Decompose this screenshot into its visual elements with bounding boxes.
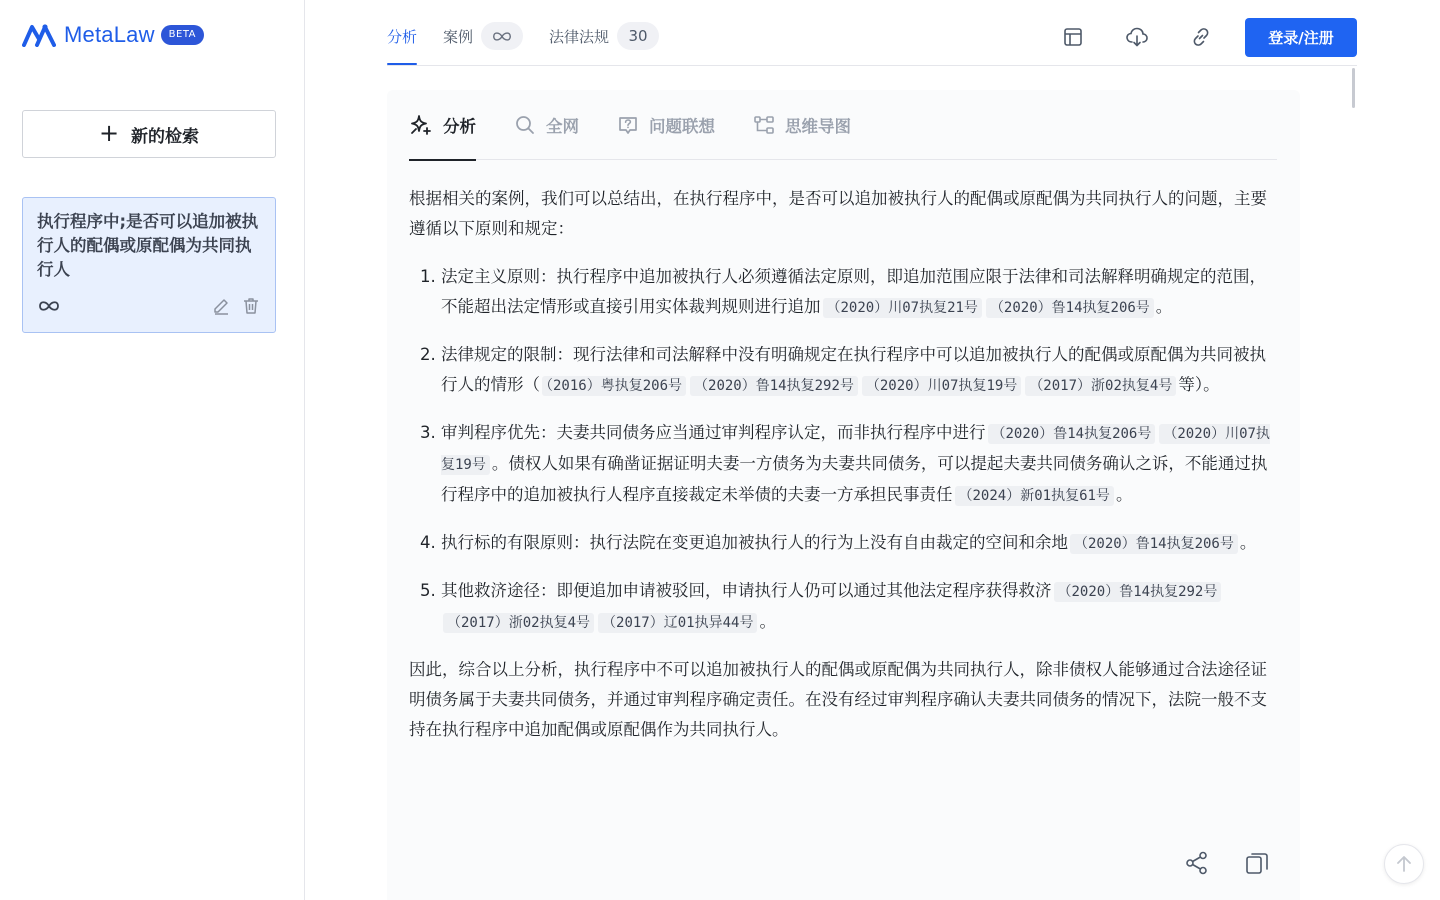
point-text: 法定主义原则：执行程序中追加被执行人必须遵循法定原则，即追加范围应限于法律和司法解释明确规定的范围，不能超出法定情形或直接引用实体裁判规则进行追加 [441, 267, 1266, 316]
scrollbar-thumb[interactable] [1352, 68, 1355, 108]
new-search-button[interactable] [22, 110, 276, 158]
case-citation[interactable]: （2020）鲁14执复206号 [986, 298, 1154, 318]
tab-cases-count [481, 22, 523, 50]
tab-analysis-label: 分析 [387, 27, 418, 46]
copy-icon [1244, 850, 1270, 876]
metalaw-logo-icon [22, 23, 56, 47]
logo[interactable] [22, 22, 204, 48]
infinity-icon [37, 299, 61, 313]
copy-link-button[interactable] [1181, 17, 1221, 57]
case-citation[interactable]: （2020）鲁14执复292号 [690, 376, 858, 396]
trash-icon[interactable] [241, 296, 261, 316]
history-item-actions [211, 296, 261, 316]
tab-laws[interactable] [549, 20, 659, 52]
plus-icon: + [98, 118, 120, 147]
share-icon [1184, 850, 1210, 876]
case-citation[interactable]: （2017）浙02执复4号 [1025, 376, 1176, 396]
point-text: 执行标的有限原则：执行法院在变更追加被执行人的行为上没有自由裁定的空间和余地 [441, 533, 1068, 552]
search-icon [514, 114, 536, 136]
point-tail: 。 [1115, 485, 1133, 504]
case-citation[interactable]: （2017）浙02执复4号 [443, 613, 594, 633]
download-button[interactable] [1117, 17, 1157, 57]
point-tail: 。 [1239, 533, 1257, 552]
question-icon [617, 114, 639, 136]
sparkle-icon [409, 113, 433, 137]
point-text: 其他救济途径：即便追加申请被驳回，申请执行人仍可以通过其他法定程序获得救济 [441, 581, 1052, 600]
analysis-subtabs [409, 90, 1277, 160]
answer-point [441, 418, 1277, 511]
tab-cases[interactable] [443, 20, 523, 52]
analysis-panel [387, 90, 1300, 900]
edit-icon[interactable] [211, 296, 231, 316]
analysis-answer [409, 184, 1277, 745]
subtab-mindmap[interactable] [753, 90, 851, 160]
subtab-analysis[interactable] [409, 90, 476, 160]
case-citation[interactable]: （2020）鲁14执复206号 [988, 424, 1156, 444]
arrow-up-icon [1394, 854, 1414, 874]
top-bar [387, 0, 1357, 66]
answer-point [441, 340, 1277, 401]
case-citation[interactable]: （2024）新01执复61号 [955, 486, 1114, 506]
point-tail: 。 [1155, 297, 1173, 316]
subtab-related-questions-label: 问题联想 [649, 116, 715, 136]
mindmap-icon [753, 114, 775, 136]
point-text: 审判程序优先：夫妻共同债务应当通过审判程序认定，而非执行程序中进行 [441, 423, 986, 442]
sidebar [0, 0, 305, 900]
case-citation[interactable]: （2016）粤执复206号 [542, 376, 686, 396]
top-actions [1053, 17, 1357, 57]
subtab-analysis-label: 分析 [443, 116, 476, 136]
point-tail: 。 [759, 612, 776, 631]
answer-conclusion: 因此，综合以上分析，执行程序中不可以追加被执行人的配偶或原配偶为共同执行人，除非债权人能够通过合法途径证明债务属于夫妻共同债务，并通过审判程序确定责任。在没有经过审判程序确认夫妻共同债务的情况下，法院一般不支持在执行程序中追加配偶或原配偶作为共同执行人。 [409, 660, 1267, 739]
point-text-continued: 。债权人如果有确凿证据证明夫妻一方债务为夫妻共同债务，可以提起夫妻共同债务确认之诉，不能通过执行程序中的追加被执行人程序直接裁定未举债的夫妻一方承担民事责任 [441, 454, 1268, 504]
tab-laws-label: 法律法规 [549, 27, 610, 46]
link-icon [1190, 26, 1212, 48]
brand-name: MetaLaw [64, 22, 155, 47]
tab-analysis[interactable] [387, 20, 417, 52]
share-button[interactable] [1184, 850, 1210, 876]
answer-point [441, 576, 1277, 638]
case-citation[interactable]: （2020）川07执复19号 [862, 376, 1021, 396]
case-citation[interactable]: （2017）辽01执异44号 [598, 613, 757, 633]
subtab-related-questions[interactable] [617, 90, 715, 160]
history-item[interactable] [22, 197, 276, 333]
infinity-icon [491, 30, 513, 43]
new-search-label: 新的检索 [131, 126, 200, 147]
tab-laws-count: 30 [617, 22, 659, 50]
layout-button[interactable] [1053, 17, 1093, 57]
answer-point [441, 528, 1277, 559]
subtab-mindmap-label: 思维导图 [785, 116, 851, 136]
layout-icon [1062, 26, 1084, 48]
case-citation[interactable]: （2020）川07执复21号 [823, 298, 982, 318]
answer-point [441, 262, 1277, 323]
answer-intro: 根据相关的案例，我们可以总结出，在执行程序中，是否可以追加被执行人的配偶或原配偶为共同执行人的问题，主要遵循以下原则和规定： [409, 189, 1267, 238]
copy-button[interactable] [1244, 850, 1270, 876]
result-tabs [387, 20, 685, 52]
tab-cases-label: 案例 [443, 27, 474, 46]
point-text: 法律规定的限制：现行法律和司法解释中没有明确规定在执行程序中可以追加被执行人的配偶或原配偶为共同被执行人的情形（ [441, 345, 1266, 394]
beta-badge: BETA [161, 25, 204, 45]
point-tail: 等）。 [1178, 375, 1220, 394]
back-to-top-button[interactable] [1384, 844, 1424, 884]
answer-actions [1184, 850, 1270, 876]
answer-points [409, 262, 1277, 638]
cloud-download-icon [1125, 26, 1149, 48]
history-item-footer [37, 294, 261, 318]
login-register-button[interactable]: 登录/注册 [1245, 18, 1357, 57]
subtab-web-label: 全网 [546, 116, 579, 136]
case-citation[interactable]: （2020）川07执复19号 [441, 426, 1270, 473]
history-item-title: 执行程序中;是否可以追加被执行人的配偶或原配偶为共同执行人 [37, 212, 259, 279]
case-citation[interactable]: （2020）鲁14执复206号 [1070, 534, 1238, 554]
subtab-web[interactable] [514, 90, 579, 160]
case-citation[interactable]: （2020）鲁14执复292号 [1054, 582, 1222, 602]
